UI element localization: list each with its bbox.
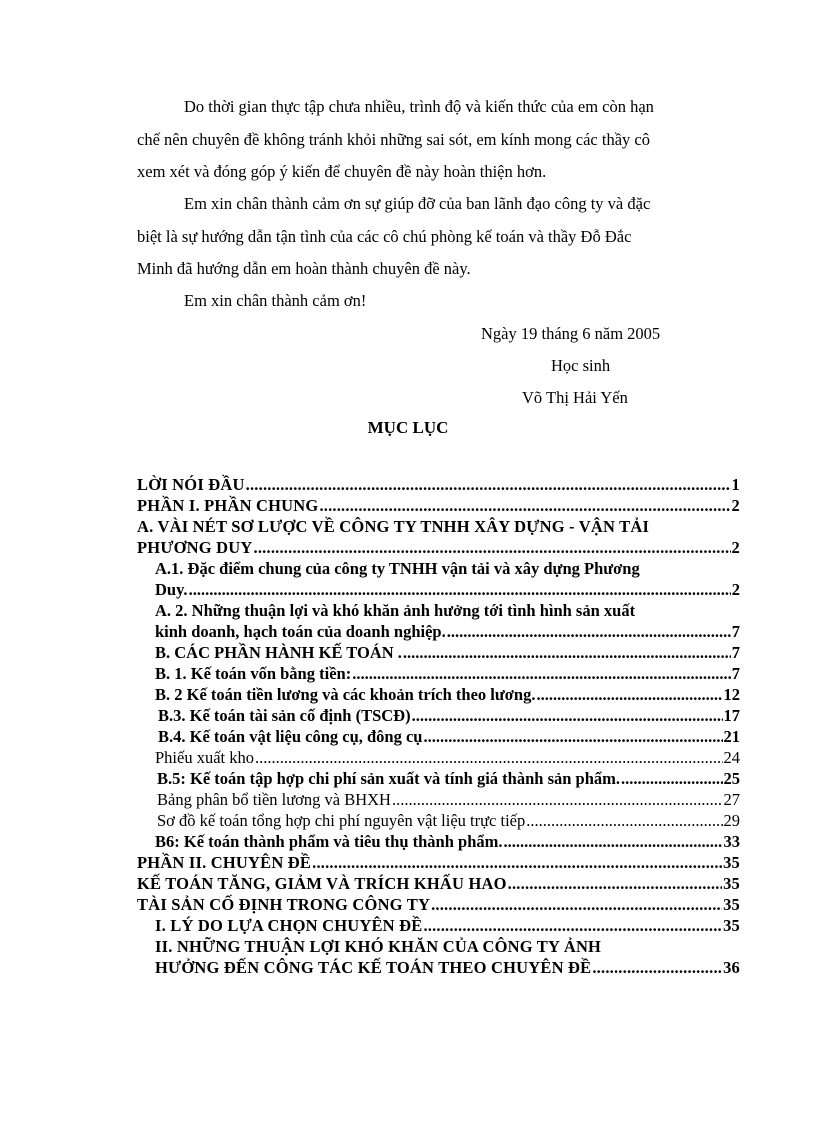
toc-entry-line1: II. NHỮNG THUẬN LỢI KHÓ KHĂN CỦA CÔNG TY ẢNH	[155, 937, 602, 956]
toc-leader-dots	[447, 621, 731, 642]
toc-entry-text: B. CÁC PHẦN HÀNH KẾ TOÁN .	[155, 643, 402, 662]
intro-paragraph-2	[137, 188, 740, 286]
toc-entry-page: 7	[731, 643, 740, 662]
toc-entry[interactable]	[137, 936, 740, 978]
toc-entry[interactable]	[137, 915, 740, 936]
toc-leader-dots	[536, 684, 722, 705]
toc-title: MỤC LỤC	[367, 418, 449, 437]
toc-leader-dots	[526, 810, 722, 831]
toc-leader-dots	[312, 852, 722, 873]
intro-p1-line3: xem xét và đóng góp ý kiến để chuyên đề này hoàn thiện hơn.	[137, 162, 547, 181]
toc-entry-text: PHẦN II. CHUYÊN ĐỀ	[137, 853, 312, 872]
toc-leader-dots	[319, 495, 730, 516]
signature-role: Học sinh	[551, 356, 611, 375]
toc-entry-text: TÀI SẢN CỐ ĐỊNH TRONG CÔNG TY	[137, 895, 431, 914]
intro-p2-line1: Em xin chân thành cảm ơn sự giúp đỡ của ban lãnh đạo công ty và đặc	[184, 194, 651, 213]
toc-leader-dots	[392, 789, 723, 810]
toc-entry[interactable]	[137, 495, 740, 516]
toc-entry[interactable]	[137, 894, 740, 915]
toc-entry-text: Phiếu xuất kho	[155, 748, 254, 767]
toc-entry[interactable]	[137, 852, 740, 873]
toc-entry-text: PHƯƠNG DUY	[137, 538, 253, 557]
toc-entry[interactable]	[137, 558, 740, 600]
toc-leader-dots	[423, 726, 722, 747]
toc-entry-text: PHẦN I. PHẦN CHUNG	[137, 496, 319, 515]
intro-p2-line2: biệt là sự hướng dẫn tận tình của các cô chú phòng kế toán và thầy Đỗ Đắc	[137, 226, 632, 246]
toc-leader-dots	[403, 642, 731, 663]
signature-name: Võ Thị Hải Yến	[522, 388, 628, 407]
toc-entry-page: 2	[731, 496, 740, 515]
intro-p3-line: Em xin chân thành cảm ơn!	[184, 291, 367, 310]
toc-leader-dots	[189, 579, 731, 600]
toc-entry-text: B.5: Kế toán tập hợp chi phí sản xuất và tính giá thành sản phẩm.	[157, 769, 621, 788]
toc-entry-page: 24	[723, 748, 740, 767]
toc-entry[interactable]	[137, 873, 740, 894]
toc-leader-dots	[431, 894, 722, 915]
toc-leader-dots	[423, 915, 722, 936]
toc-entry-page: 2	[731, 580, 740, 599]
toc-entry[interactable]	[137, 600, 740, 642]
toc-entry-text: I. LÝ DO LỰA CHỌN CHUYÊN ĐỀ	[155, 916, 423, 935]
toc-entry-page: 12	[723, 685, 740, 704]
toc-entry-text: kinh doanh, hạch toán của doanh nghiệp.	[155, 622, 446, 641]
toc-entry[interactable]	[137, 705, 740, 726]
toc-entry-page: 27	[723, 790, 740, 809]
toc-entry[interactable]	[137, 516, 740, 558]
toc-entry-text: Duy.	[155, 580, 188, 599]
toc-entry-text: KẾ TOÁN TĂNG, GIẢM VÀ TRÍCH KHẤU HAO	[137, 874, 507, 893]
toc-leader-dots	[254, 537, 731, 558]
toc-entry[interactable]	[137, 747, 740, 768]
toc-entry-page: 1	[731, 475, 740, 494]
toc-entry-text: Sơ đồ kế toán tổng hợp chi phí nguyên vật liệu trực tiếp	[157, 811, 526, 830]
toc-entry-page: 35	[723, 874, 740, 893]
intro-p1-line1: Do thời gian thực tập chưa nhiều, trình độ và kiến thức của em còn hạn	[184, 97, 654, 116]
toc-entry[interactable]	[137, 831, 740, 852]
toc-entry-page: 17	[723, 706, 740, 725]
toc-entry-page: 35	[723, 916, 740, 935]
intro-p1-line2: chế nên chuyên đề không tránh khỏi những sai sót, em kính mong các thầy cô	[137, 129, 650, 149]
toc-entry[interactable]	[137, 663, 740, 684]
intro-paragraph-3	[137, 285, 740, 318]
toc-entry-page: 21	[723, 727, 740, 746]
signature-date: Ngày 19 tháng 6 năm 2005	[481, 324, 661, 343]
toc-leader-dots	[508, 873, 722, 894]
toc-entry-page: 25	[723, 769, 740, 788]
toc-entry-text: B. 1. Kế toán vốn bằng tiền:	[155, 664, 352, 683]
toc-leader-dots	[412, 705, 723, 726]
toc-entry-text: LỜI NÓI ĐẦU	[137, 475, 245, 494]
toc-entry[interactable]	[137, 789, 740, 810]
intro-p2-line3: Minh đã hướng dẫn em hoàn thành chuyên đề này.	[137, 259, 471, 278]
toc-entry[interactable]	[137, 768, 740, 789]
toc-entry-page: 35	[723, 853, 740, 872]
toc-entry-text: B.3. Kế toán tài sản cố định (TSCĐ)	[158, 706, 411, 725]
toc-entry[interactable]	[137, 726, 740, 747]
toc-entry[interactable]	[137, 810, 740, 831]
toc-entry[interactable]	[137, 684, 740, 705]
toc-leader-dots	[504, 831, 723, 852]
toc-leader-dots	[255, 747, 723, 768]
toc-entry-page: 29	[723, 811, 740, 830]
toc-entry-text: B. 2 Kế toán tiền lương và các khoản trích theo lương.	[155, 685, 536, 704]
toc-entry-page: 7	[731, 664, 740, 683]
table-of-contents	[137, 474, 740, 978]
toc-entry-text: B6: Kế toán thành phẩm và tiêu thụ thành phẩm.	[155, 832, 503, 851]
toc-entry-text: Bảng phân bổ tiền lương và BHXH	[157, 790, 391, 809]
toc-entry-page: 2	[731, 538, 740, 557]
toc-entry-line1: A. 2. Những thuận lợi và khó khăn ảnh hưởng tới tình hình sản xuất	[155, 601, 636, 620]
toc-entry-page: 7	[731, 622, 740, 641]
toc-entry-page: 33	[723, 832, 740, 851]
toc-leader-dots	[352, 663, 731, 684]
toc-entry[interactable]	[137, 474, 740, 495]
toc-entry-line1: A. VÀI NÉT SƠ LƯỢC VỀ CÔNG TY TNHH XÂY DỰNG - VẬN TẢI	[137, 517, 650, 536]
intro-paragraph-1	[137, 91, 740, 189]
toc-entry[interactable]	[137, 642, 740, 663]
toc-entry-text: HƯỞNG ĐẾN CÔNG TÁC KẾ TOÁN THEO CHUYÊN ĐỀ	[155, 958, 592, 977]
toc-leader-dots	[621, 768, 722, 789]
toc-entry-line1: A.1. Đặc điểm chung của công ty TNHH vận tải và xây dựng Phương	[155, 559, 640, 578]
toc-entry-page: 35	[723, 895, 740, 914]
toc-leader-dots	[246, 474, 731, 495]
toc-entry-page: 36	[723, 958, 740, 977]
toc-leader-dots	[592, 957, 722, 978]
toc-entry-text: B.4. Kế toán vật liệu công cụ, đông cụ	[158, 727, 423, 746]
